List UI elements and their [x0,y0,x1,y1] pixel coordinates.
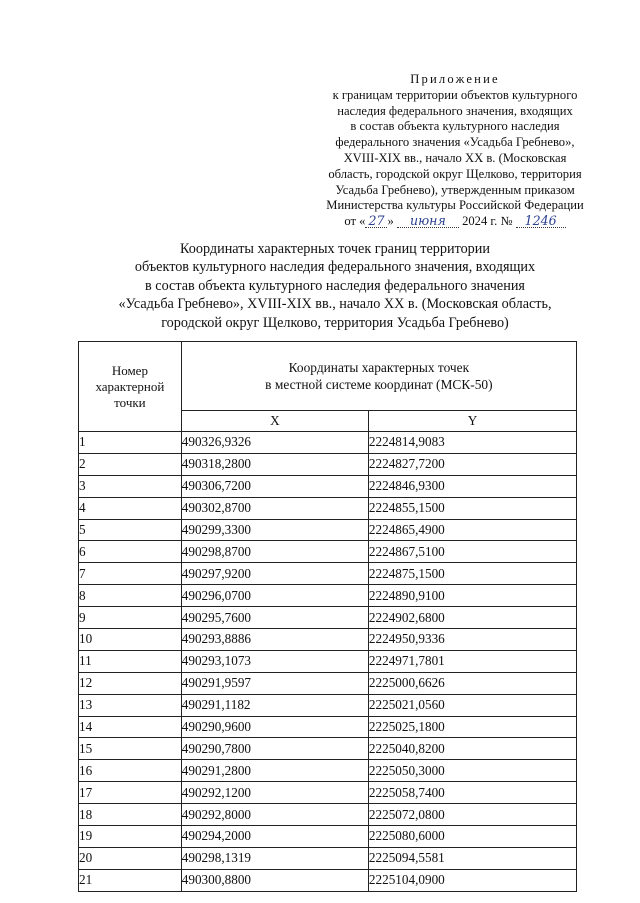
y-coordinate-cell: 2224846,9300 [368,475,576,497]
x-coordinate-cell: 490292,1200 [181,782,368,804]
y-coordinate-cell: 2224890,9100 [368,585,576,607]
point-number-cell: 11 [79,650,182,672]
x-coordinate-cell: 490297,9200 [181,563,368,585]
point-number-cell: 10 [79,629,182,651]
point-number-cell: 17 [79,782,182,804]
table-row [79,672,577,694]
table-row [79,804,577,826]
table-row [79,519,577,541]
y-coordinate-cell: 2225072,0800 [368,804,576,826]
point-number-cell: 8 [79,585,182,607]
y-coordinate-cell: 2225080,6000 [368,826,576,848]
x-coordinate-cell: 490298,8700 [181,541,368,563]
x-coordinate-cell: 490293,8886 [181,629,368,651]
header-coords-line: Координаты характерных точек [288,360,470,375]
table-row [79,716,577,738]
point-number-cell: 5 [79,519,182,541]
x-coordinate-cell: 490326,9326 [181,432,368,454]
table-row [79,629,577,651]
table-row [79,541,577,563]
y-coordinate-cell: 2224814,9083 [368,432,576,454]
x-coordinate-cell: 490299,3300 [181,519,368,541]
table-row [79,760,577,782]
order-date-line [300,214,610,230]
point-number-cell: 7 [79,563,182,585]
title-line: Координаты характерных точек границ территории [180,241,490,257]
appendix-line: федерального значения «Усадьба Гребнево», [335,135,575,150]
y-coordinate-cell: 2225094,5581 [368,847,576,869]
header-y: Y [368,411,576,432]
point-number-cell: 18 [79,804,182,826]
y-coordinate-cell: 2224971,7801 [368,650,576,672]
x-coordinate-cell: 490318,2800 [181,453,368,475]
appendix-block [300,72,610,230]
point-number-cell: 15 [79,738,182,760]
y-coordinate-cell: 2225058,7400 [368,782,576,804]
appendix-line: XVIII-XIX вв., начало XX в. (Московская [343,150,567,165]
order-day-handwritten: 27 [365,214,387,228]
y-coordinate-cell: 2225040,8200 [368,738,576,760]
header-point-line: характерной [95,378,165,394]
y-coordinate-cell: 2225025,1800 [368,716,576,738]
x-coordinate-cell: 490291,9597 [181,672,368,694]
x-coordinate-cell: 490290,9600 [181,716,368,738]
appendix-line: наследия федерального значения, входящих [337,103,573,118]
x-coordinate-cell: 490291,2800 [181,760,368,782]
point-number-cell: 3 [79,475,182,497]
x-coordinate-cell: 490306,7200 [181,475,368,497]
order-day-suffix: » [387,214,394,229]
table-body [79,432,577,892]
x-coordinate-cell: 490291,1182 [181,694,368,716]
point-number-cell: 2 [79,453,182,475]
y-coordinate-cell: 2224950,9336 [368,629,576,651]
y-coordinate-cell: 2224827,7200 [368,453,576,475]
x-coordinate-cell: 490292,8000 [181,804,368,826]
appendix-heading: Приложение [410,72,500,86]
table-row [79,585,577,607]
header-point-line: точки [114,394,146,410]
appendix-line: Усадьба Гребнево), утвержденным приказом [335,182,575,197]
title-line: объектов культурного наследия федерального значения, входящих [134,259,536,276]
y-coordinate-cell: 2224902,6800 [368,607,576,629]
header-x: X [181,411,368,432]
point-number-cell: 21 [79,869,182,891]
y-coordinate-cell: 2224867,5100 [368,541,576,563]
header-coords-line: в местной системе координат (МСК-50) [265,377,493,392]
table-row [79,563,577,585]
x-coordinate-cell: 490302,8700 [181,497,368,519]
table-row [79,782,577,804]
y-coordinate-cell: 2224865,4900 [368,519,576,541]
table-row [79,847,577,869]
point-number-cell: 16 [79,760,182,782]
table-row [79,694,577,716]
x-coordinate-cell: 490290,7800 [181,738,368,760]
point-number-cell: 13 [79,694,182,716]
table-row [79,497,577,519]
appendix-line: к границам территории объектов культурного [332,87,578,102]
x-coordinate-cell: 490298,1319 [181,847,368,869]
point-number-cell: 4 [79,497,182,519]
table-row [79,738,577,760]
appendix-line: область, городской округ Щелково, территория [328,166,582,181]
x-coordinate-cell: 490300,8800 [181,869,368,891]
point-number-cell: 19 [79,826,182,848]
order-prefix: от « [344,214,366,229]
title-line: городской округ Щелково, территория Усадьба Гребнево) [161,314,509,331]
x-coordinate-cell: 490293,1073 [181,650,368,672]
table-row [79,475,577,497]
y-coordinate-cell: 2224855,1500 [368,497,576,519]
table-row [79,826,577,848]
order-number-handwritten: 1246 [516,214,566,228]
appendix-line: Министерства культуры Российской Федерации [326,198,584,213]
point-number-cell: 14 [79,716,182,738]
point-number-cell: 1 [79,432,182,454]
y-coordinate-cell: 2225000,6626 [368,672,576,694]
y-coordinate-cell: 2225104,0900 [368,869,576,891]
header-coordinates [181,342,576,411]
title-line: «Усадьба Гребнево», XVIII-XIX вв., начало XX в. (Московская область, [118,296,552,313]
point-number-cell: 20 [79,847,182,869]
point-number-cell: 12 [79,672,182,694]
order-month-handwritten: июня [397,214,459,228]
header-point-line: Номер [111,362,148,378]
table-row [79,869,577,891]
y-coordinate-cell: 2225021,0560 [368,694,576,716]
point-number-cell: 6 [79,541,182,563]
coordinates-table [78,341,577,892]
x-coordinate-cell: 490294,2000 [181,826,368,848]
table-row [79,453,577,475]
table-row [79,607,577,629]
y-coordinate-cell: 2224875,1500 [368,563,576,585]
x-coordinate-cell: 490295,7600 [181,607,368,629]
title-line: в состав объекта культурного наследия федерального значения [145,277,525,294]
appendix-line: в состав объекта культурного наследия [350,119,560,134]
y-coordinate-cell: 2225050,3000 [368,760,576,782]
table-row [79,650,577,672]
order-year-text: 2024 г. № [462,214,513,229]
point-number-cell: 9 [79,607,182,629]
document-title [60,240,610,332]
header-point-number [79,342,182,432]
x-coordinate-cell: 490296,0700 [181,585,368,607]
table-row [79,432,577,454]
